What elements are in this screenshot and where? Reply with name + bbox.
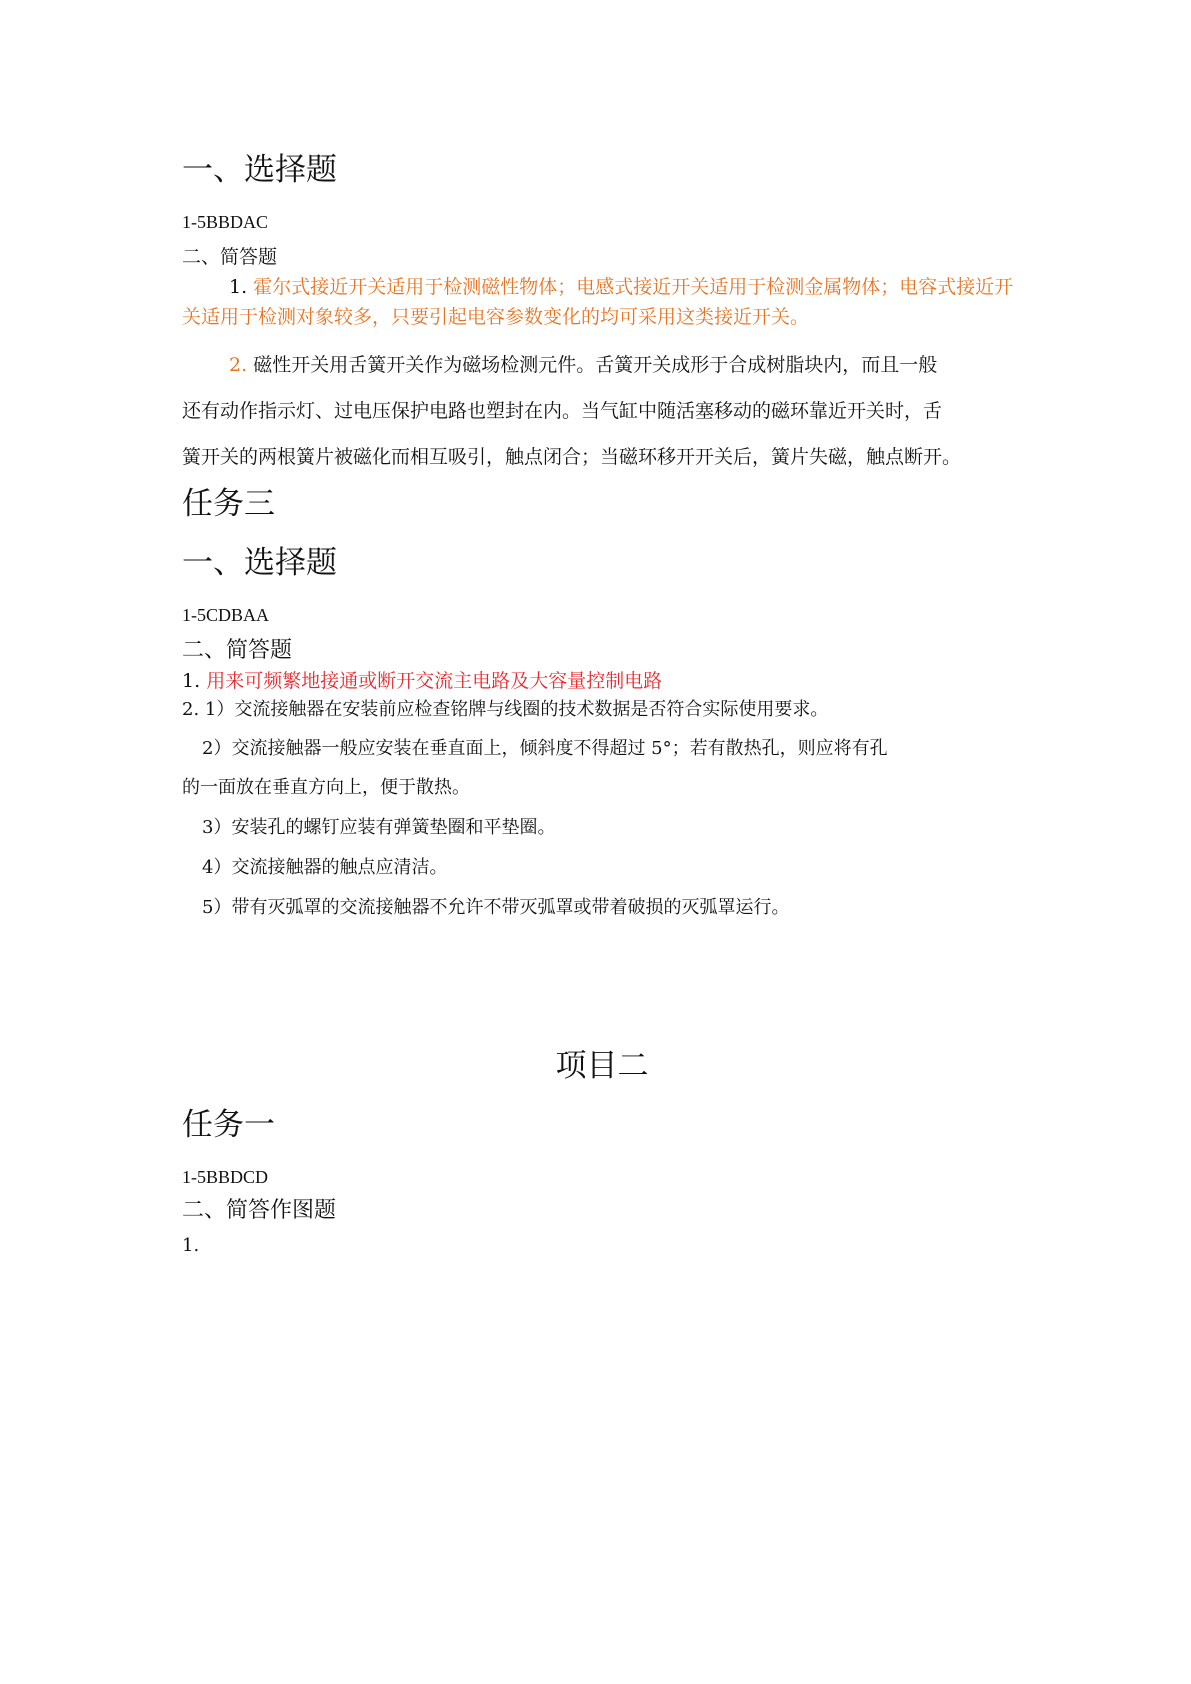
task3-q1-text: 用来可频繁地接通或断开交流主电路及大容量控制电路 — [206, 670, 663, 692]
task3-q2-line-1: 2. 1）交流接触器在安装前应检查铭牌与线圈的技术数据是否符合实际使用要求。 — [182, 699, 829, 720]
task3-q2-line-2b: 的一面放在垂直方向上，便于散热。 — [182, 777, 470, 798]
short-answer-q1 — [182, 272, 1022, 332]
choice-answers: 1-5BBDAC — [182, 212, 269, 232]
task-three-title: 任务三 — [182, 486, 275, 522]
section-heading-choice-2: 一、选择题 — [182, 545, 337, 581]
q2-number: 2. — [229, 354, 248, 376]
task-one-title: 任务一 — [182, 1107, 275, 1143]
q1-number: 1. — [229, 276, 248, 298]
q1-text: 霍尔式接近开关适用于检测磁性物体；电感式接近开关适用于检测金属物体；电容式接近开关适用于检测对象较多，只要引起电容参数变化的均可采用这类接近开关。 — [182, 276, 1014, 328]
short-answer-title: 二、简答题 — [182, 246, 278, 268]
short-answer-q2 — [182, 342, 1022, 480]
task3-q2-line-4: 4）交流接触器的触点应清洁。 — [202, 857, 448, 878]
drawing-q1-number: 1. — [182, 1235, 200, 1256]
q2-line-3: 簧开关的两根簧片被磁化而相互吸引，触点闭合；当磁环移开开关后，簧片失磁，触点断开。 — [182, 446, 962, 468]
task3-q2-line-5: 5）带有灭弧罩的交流接触器不允许不带灭弧罩或带着破损的灭弧罩运行。 — [202, 897, 790, 918]
section-heading-choice: 一、选择题 — [182, 152, 337, 188]
short-drawing-title: 二、简答作图题 — [182, 1198, 337, 1223]
task3-q2-line-3: 3）安装孔的螺钉应装有弹簧垫圈和平垫圈。 — [202, 817, 556, 838]
choice-answers-2: 1-5CDBAA — [182, 605, 270, 625]
q2-line-2: 还有动作指示灯、过电压保护电路也塑封在内。当气缸中随活塞移动的磁环靠近开关时，舌 — [182, 400, 943, 422]
task3-q2-line-2a: 2）交流接触器一般应安装在垂直面上，倾斜度不得超过 5°；若有散热孔，则应将有孔 — [202, 738, 888, 759]
choice-answers-3: 1-5BBDCD — [182, 1167, 269, 1187]
task3-q1 — [182, 666, 662, 693]
task3-q1-number: 1. — [182, 670, 201, 692]
q2-line-1 — [182, 342, 1022, 388]
project-two-title: 项目二 — [555, 1048, 649, 1084]
short-answer-title-2: 二、简答题 — [182, 638, 293, 663]
q2-line-1-text: 磁性开关用舌簧开关作为磁场检测元件。舌簧开关成形于合成树脂块内，而且一般 — [253, 354, 938, 376]
